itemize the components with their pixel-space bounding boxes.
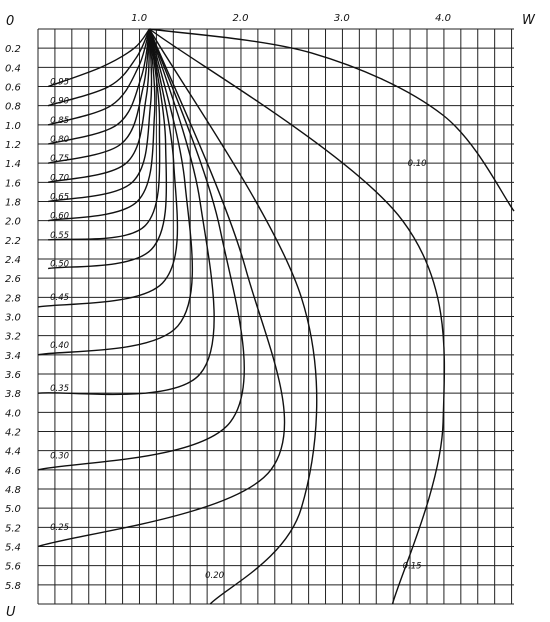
curve-label: 0.70 [50,173,70,184]
y-tick-label: 5.4 [5,542,21,554]
y-tick-label: 3.8 [5,389,21,401]
x-tick-label: 1.0 [131,13,148,24]
y-tick-label: 2.4 [5,255,21,266]
x-tick-labels [131,13,451,24]
y-tick-label: 0.4 [5,63,21,75]
y-tick-label: 4.6 [5,465,21,477]
y-tick-label: 3.2 [5,331,21,343]
curve-label: 0.95 [50,77,70,88]
y-tick-label: 2.0 [5,216,21,228]
y-tick-label: 4.2 [5,427,21,439]
curve-label: 0.45 [50,293,70,304]
curve-label: 0.80 [50,135,70,145]
x-tick-label: 3.0 [333,13,350,24]
origin-label: 0 [6,14,15,29]
y-tick-label: 5.2 [5,523,21,535]
y-tick-label: 3.4 [5,350,21,362]
x-axis-label: W [522,13,535,28]
y-tick-label: 2.8 [5,293,21,305]
y-tick-label: 5.8 [5,580,21,592]
curve-label: 0.85 [50,115,70,126]
curve-label: 0.65 [50,192,70,203]
y-tick-label: 1.2 [5,140,21,151]
y-tick-label: 4.4 [5,446,21,458]
y-tick-label: 3.6 [5,370,21,381]
isoline-0.10 [149,29,514,211]
curve-label: 0.15 [402,561,422,572]
curve-label: 0.90 [50,96,70,107]
y-tick-label: 0.8 [5,101,21,113]
y-tick-label: 1.0 [5,120,21,132]
curve-label: 0.75 [50,154,70,165]
y-tick-label: 2.6 [5,274,21,286]
y-tick-label: 5.6 [5,561,21,573]
curve-label: 0.30 [50,451,70,462]
y-axis-label: U [6,605,16,620]
curve-label: 0.10 [407,158,427,169]
curve-label: 0.60 [50,211,70,222]
y-tick-label: 2.2 [5,235,21,247]
y-tick-label: 1.8 [5,197,21,209]
curve-label: 0.35 [50,384,70,395]
curve-label: 0.20 [205,571,225,582]
y-tick-label: 5.0 [5,504,21,516]
y-tick-labels [5,44,21,592]
x-tick-label: 2.0 [232,13,249,24]
x-tick-label: 4.0 [435,13,452,24]
curve-label: 0.25 [50,523,70,534]
curve-label: 0.50 [50,259,70,270]
curve-label: 0.55 [50,230,70,241]
y-tick-label: 0.6 [5,82,21,94]
curve-labels [50,78,426,582]
y-tick-label: 1.4 [5,159,21,171]
y-tick-label: 4.8 [5,485,21,496]
y-tick-label: 4.0 [5,408,21,420]
curve-label: 0.40 [50,341,70,352]
y-tick-label: 3.0 [5,312,21,324]
y-tick-label: 0.2 [5,44,21,56]
y-tick-label: 1.6 [5,178,21,190]
isoline-0.25 [38,29,285,547]
